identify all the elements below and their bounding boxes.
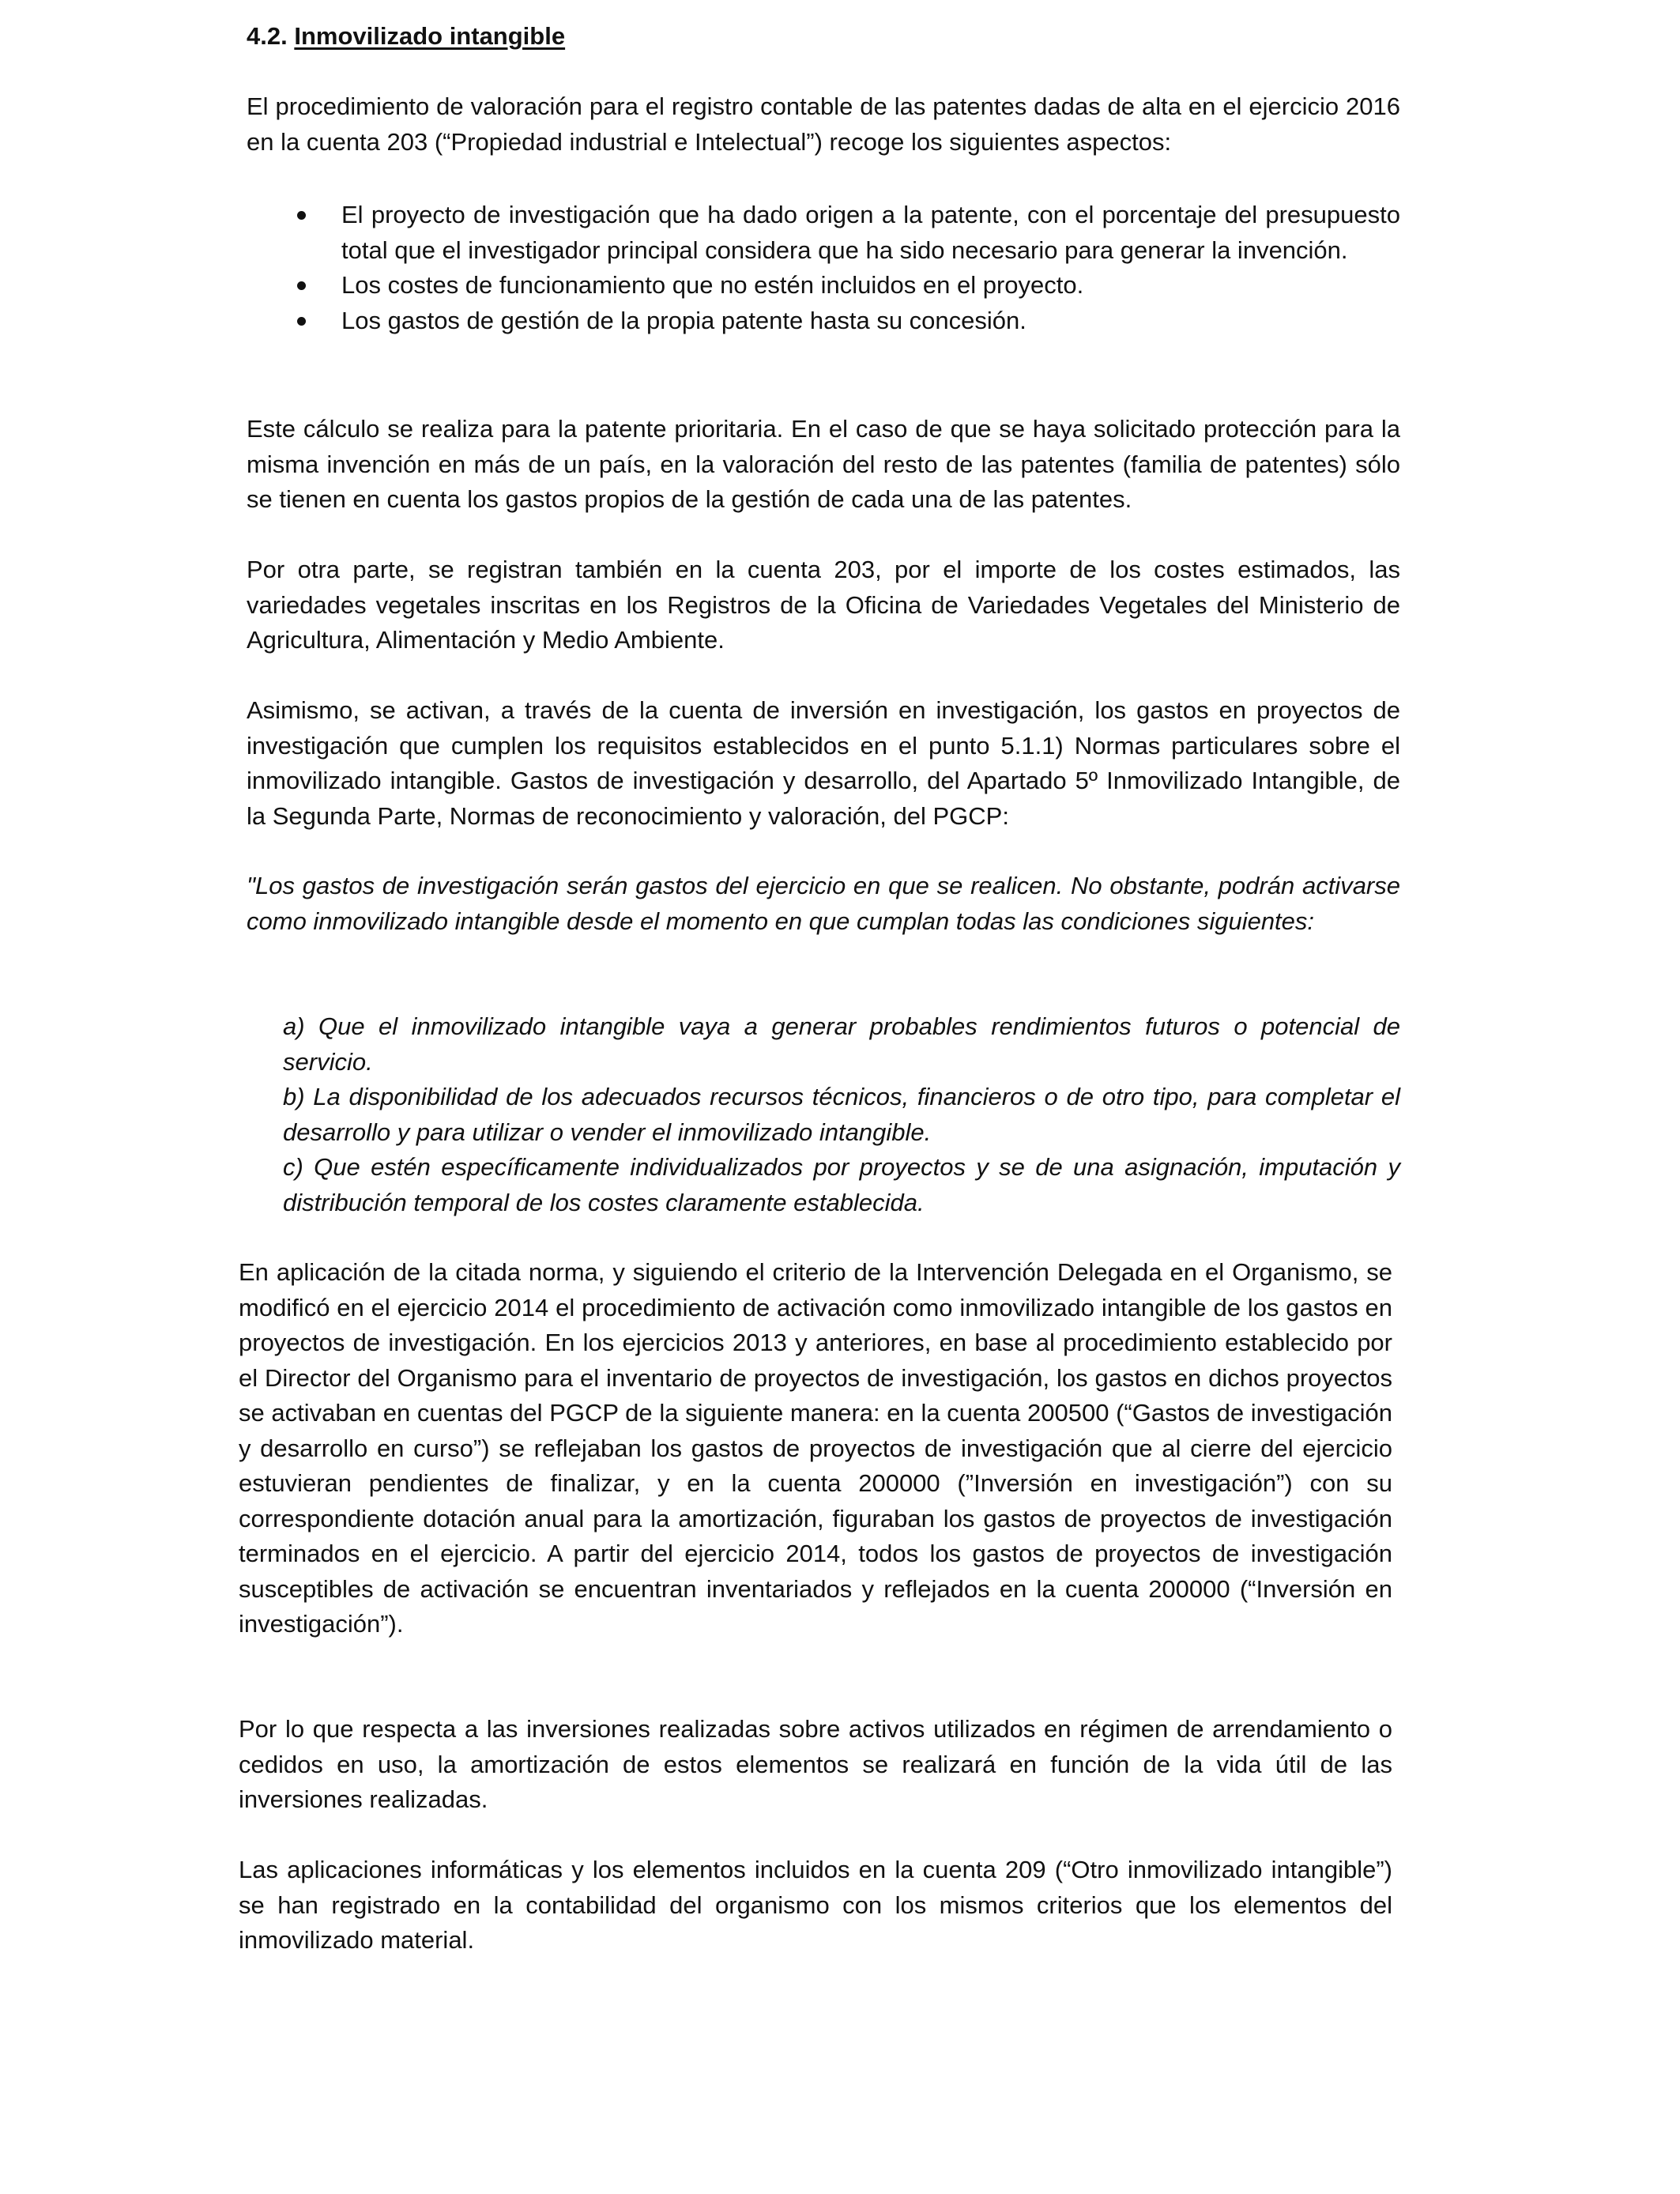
- quote-paragraph: "Los gastos de investigación serán gastos del ejercicio en que se realicen. No obstante, podrán activarse como inmovilizado intangible desde el momento en que cumplan todas las condiciones siguientes:: [247, 872, 1400, 935]
- intro-paragraph: El procedimiento de valoración para el registro contable de las patentes dadas de alta en el ejercicio 2016 en la cuenta 203 (“Propiedad industrial e Intelectual”) recoge los siguientes aspectos:: [247, 92, 1400, 156]
- bullet-icon: [297, 211, 306, 220]
- list-item: [247, 303, 1400, 339]
- inversiones-paragraph: Por lo que respecta a las inversiones realizadas sobre activos utilizados en régimen de arrendamiento o cedidos en uso, la amortización de estos elementos se realizará en función de la vida útil de las inversiones realizadas.: [239, 1715, 1392, 1813]
- condition-c: c) Que estén específicamente individualizados por proyectos y se de una asignación, imputación y distribución temporal de los costes claramente establecida.: [283, 1153, 1400, 1216]
- bullet-icon: [297, 317, 306, 326]
- section-number: 4.2.: [247, 22, 288, 50]
- calculo-paragraph: Este cálculo se realiza para la patente prioritaria. En el caso de que se haya solicitado protección para la misma invención en más de un país, en la valoración del resto de las patentes (familia de patentes) sólo se tienen en cuenta los gastos propios de la gestión de cada una de las patentes.: [247, 415, 1400, 513]
- aplicaciones-paragraph: Las aplicaciones informáticas y los elementos incluidos en la cuenta 209 (“Otro inmovilizado intangible”) se han registrado en la contabilidad del organismo con los mismos criterios que los elementos del inmovilizado material.: [239, 1856, 1392, 1954]
- variedades-paragraph: Por otra parte, se registran también en la cuenta 203, por el importe de los costes estimados, las variedades vegetales inscritas en los Registros de la Oficina de Variedades Vegetales del Ministerio de Agricultura, Alimentación y Medio Ambiente.: [247, 556, 1400, 654]
- asimismo-paragraph: Asimismo, se activan, a través de la cuenta de inversión en investigación, los gastos en proyectos de investigación que cumplen los requisitos establecidos en el punto 5.1.1) Normas particulares sobre el inmovilizado intangible. Gastos de investigación y desarrollo, del Apartado 5º Inmovilizado Intangible, de la Segunda Parte, Normas de reconocimiento y valoración, del PGCP:: [247, 696, 1400, 830]
- list-item-text: El proyecto de investigación que ha dado origen a la patente, con el porcentaje del presupuesto total que el investigador principal considera que ha sido necesario para generar la invención.: [341, 201, 1400, 264]
- list-item-text: Los costes de funcionamiento que no estén incluidos en el proyecto.: [341, 271, 1084, 299]
- list-item: [247, 268, 1400, 303]
- list-item: [247, 198, 1400, 268]
- list-item-text: Los gastos de gestión de la propia patente hasta su concesión.: [341, 306, 1026, 334]
- bullet-icon: [297, 281, 306, 290]
- condition-b: b) La disponibilidad de los adecuados recursos técnicos, financieros o de otro tipo, para completar el desarrollo y para utilizar o vender el inmovilizado intangible.: [283, 1083, 1400, 1146]
- condition-a: a) Que el inmovilizado intangible vaya a generar probables rendimientos futuros o potencial de servicio.: [283, 1012, 1400, 1076]
- aplicacion-paragraph: En aplicación de la citada norma, y siguiendo el criterio de la Intervención Delegada en el Organismo, se modificó en el ejercicio 2014 el procedimiento de activación como inmovilizado intangible de los gastos en proyectos de investigación. En los ejercicios 2013 y anteriores, en base al procedimiento establecido por el Director del Organismo para el inventario de proyectos de investigación, los gastos en dichos proyectos se activaban en cuentas del PGCP de la siguiente manera: en la cuenta 200500 (“Gastos de investigación y desarrollo en curso”) se reflejaban los gastos de proyectos de investigación que al cierre del ejercicio estuvieran pendientes de finalizar, y en la cuenta 200000 (”Inversión en investigación”) con su correspondiente dotación anual para la amortización, figuraban los gastos de proyectos de investigación terminados en el ejercicio. A partir del ejercicio 2014, todos los gastos de proyectos de investigación susceptibles de activación se encuentran inventariados y reflejados en la cuenta 200000 (“Inversión en investigación”).: [239, 1258, 1392, 1638]
- section-title: Inmovilizado intangible: [294, 22, 566, 50]
- aspects-list: [247, 198, 1400, 338]
- section-heading: [247, 19, 565, 55]
